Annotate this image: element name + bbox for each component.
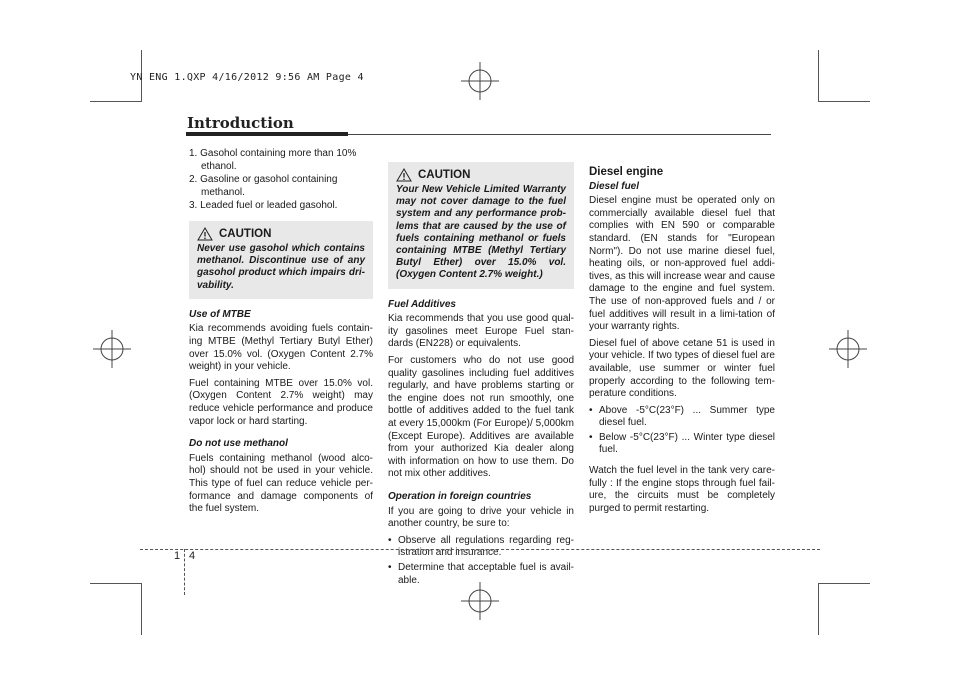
header-rule-thin xyxy=(348,134,771,135)
diesel-fuel-heading: Diesel fuel xyxy=(589,180,640,192)
foreign-countries-heading: Operation in foreign countries xyxy=(388,490,532,502)
header-rule xyxy=(186,132,348,136)
print-slug: YN ENG 1.QXP 4/16/2012 9:56 AM Page 4 xyxy=(130,72,364,83)
caution-box xyxy=(189,221,373,299)
fuel-additives-heading: Fuel Additives xyxy=(388,298,456,310)
paragraph: If you are going to drive your vehicle in another country, be sure to: xyxy=(388,505,574,530)
caution-label: CAUTION xyxy=(219,227,272,240)
warning-triangle-icon xyxy=(396,168,412,182)
registration-mark-icon xyxy=(93,330,131,368)
crop-mark xyxy=(90,101,142,102)
crop-mark xyxy=(818,583,870,584)
chapter-number: 1 xyxy=(174,550,181,562)
caution-text: Your New Vehicle Limited Warranty may not cover damage to the fuel system and any performance prob-lems that are caused by the use of fuels containing methanol or fuels containing MTBE (Methyl Tertiary Butyl Ether) over 15.0% vol. (Oxygen Content 2.7% weight.) xyxy=(396,184,566,281)
caution-label: CAUTION xyxy=(418,168,471,181)
paragraph: Kia recommends that you use good qual-ity gasolines meet Europe Fuel stan-dards (EN228) or equivalents. xyxy=(388,313,574,350)
crop-mark xyxy=(141,583,142,635)
crop-mark xyxy=(818,583,819,635)
crop-mark xyxy=(90,583,142,584)
footer-rule xyxy=(140,549,820,550)
foreign-countries-list xyxy=(388,535,574,587)
list-item: 3. Leaded fuel or leaded gasohol. xyxy=(189,200,338,212)
paragraph: Kia recommends avoiding fuels contain-ing MTBE (Methyl Tertiary Butyl Ether) over 15.0% vol. (Oxygen Content 2.7% weight) in your vehicle. xyxy=(189,323,373,373)
paragraph: Diesel engine must be operated only on commercially available diesel fuel that complies with EN 590 or comparable standard. (EN stands for "European Norm"). Do not use marine diesel fuel, heating oils, or non-approved fuel addi-tives, as this will increase wear and cause damage to the engine and fuel system. The use of non-approved fuels and / or fuel additives will result in a limi-tation of your warranty rights. xyxy=(589,195,775,333)
list-item: • Below -5°C(23°F) ... Winter type diesel fuel. xyxy=(589,432,775,457)
caution-text: Never use gasohol which contains methanol. Discontinue use of any gasohol product which impairs dri-vability. xyxy=(197,242,365,291)
registration-mark-icon xyxy=(829,330,867,368)
paragraph: Fuel containing MTBE over 15.0% vol. (Oxygen Content 2.7% weight) may reduce vehicle performance and produce vapor lock or hard starting. xyxy=(189,377,373,427)
list-item: 2. Gasoline or gasohol containing methanol. xyxy=(189,174,338,198)
list-item: • Observe all regulations regarding reg-istration and insurance. xyxy=(388,535,574,560)
prohibited-fuels-list xyxy=(189,148,373,213)
column-3 xyxy=(589,166,775,519)
crop-mark xyxy=(818,101,870,102)
paragraph: Watch the fuel level in the tank very care-fully : If the engine stops through fuel fail-ure, the circuits must be completely purged to permit restarting. xyxy=(589,465,775,514)
column-1 xyxy=(189,148,373,520)
diesel-fuel-list xyxy=(589,405,775,457)
list-item: • Determine that acceptable fuel is avail-able. xyxy=(388,562,574,587)
mtbe-heading: Use of MTBE xyxy=(189,308,251,320)
column-2 xyxy=(388,162,574,591)
paragraph: Fuels containing methanol (wood alco-hol) should not be used in your vehicle. This type of fuel can reduce vehicle per-formance and damage components of the fuel system. xyxy=(189,452,373,515)
diesel-engine-heading: Diesel engine xyxy=(589,166,664,178)
page-number: 4 xyxy=(189,550,196,562)
methanol-heading: Do not use methanol xyxy=(189,438,288,450)
list-item: • Above -5°C(23°F) ... Summer type diesel fuel. xyxy=(589,405,775,430)
registration-mark-icon xyxy=(461,62,499,100)
section-title: Introduction xyxy=(187,114,294,132)
footer-separator xyxy=(184,549,185,595)
warning-triangle-icon xyxy=(197,227,213,241)
list-item: 1. Gasohol containing more than 10% ethanol. xyxy=(189,148,357,172)
paragraph: For customers who do not use good quality gasolines including fuel additives regularly, and have problems starting or the engine does not run smoothly, one bottle of additives added to the fuel tank at every 15,000km (For Europe)/ 5,000km (Except Europe). Additives are available from your authorized Kia dealer along with information on how to use them. Do not mix other additives. xyxy=(388,355,574,480)
crop-mark xyxy=(818,50,819,102)
caution-box xyxy=(388,162,574,289)
paragraph: Diesel fuel of above cetane 51 is used in your vehicle. If two types of diesel fuel are available, use summer or winter fuel properly according to the following tem-perature conditions. xyxy=(589,337,775,400)
